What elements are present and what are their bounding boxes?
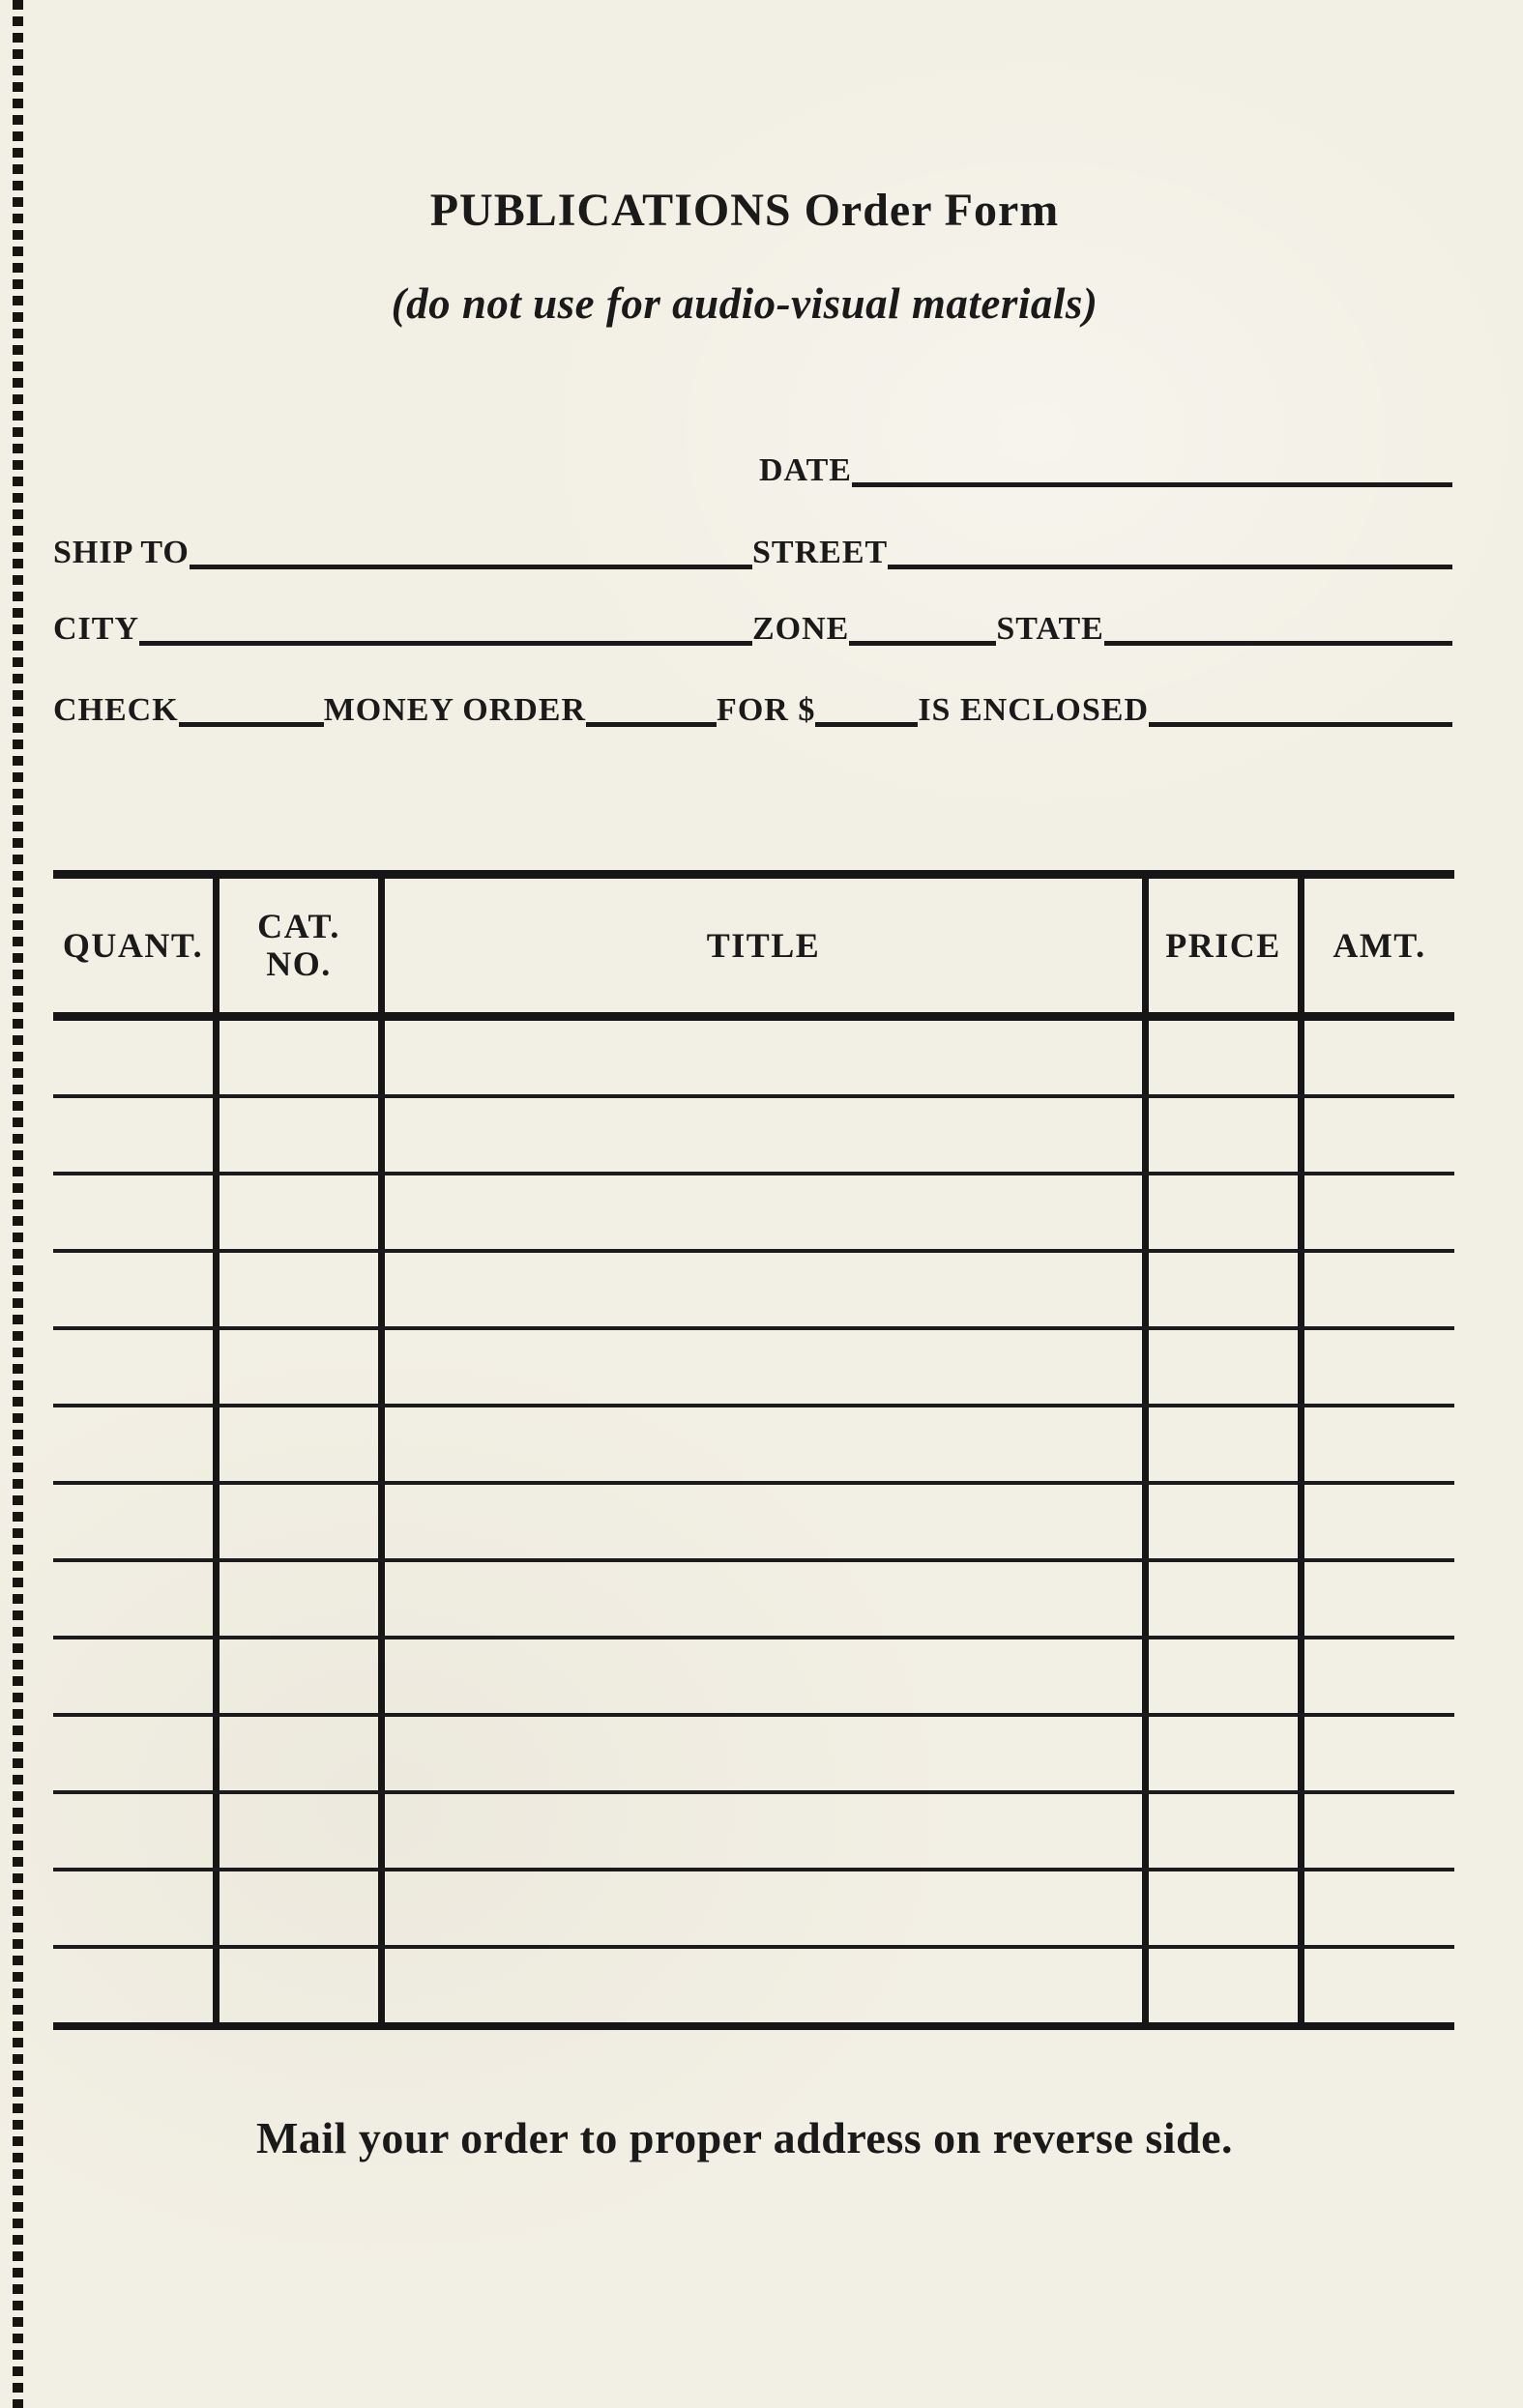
- cell-price: [1149, 1330, 1304, 1404]
- table-row: [53, 1949, 1454, 2030]
- cell-price: [1149, 1175, 1304, 1249]
- column-header-cat-no: [220, 879, 385, 1012]
- page-title: PUBLICATIONS Order Form: [429, 185, 1060, 236]
- column-header-quant: [53, 879, 220, 1012]
- cell-price: [1149, 1407, 1304, 1481]
- cell-price: [1149, 1098, 1304, 1172]
- column-header-price: [1149, 879, 1304, 1012]
- cell-amt: [1304, 1871, 1454, 1945]
- zone-state-group: [752, 605, 1452, 646]
- cell-price: [1149, 1794, 1304, 1868]
- column-header-amt-label: AMT.: [1333, 925, 1426, 965]
- ship-to-label: SHIP TO: [53, 535, 190, 570]
- cell-cat-no: [220, 1021, 385, 1094]
- cell-cat-no: [220, 1175, 385, 1249]
- cell-cat-no: [220, 1407, 385, 1481]
- table-row: [53, 1253, 1454, 1330]
- for-amount-line: [815, 714, 918, 727]
- table-row: [53, 1407, 1454, 1485]
- cell-amt: [1304, 1330, 1454, 1404]
- order-table-header: [53, 870, 1454, 1021]
- state-label: STATE: [996, 611, 1104, 647]
- date-label: DATE: [759, 452, 852, 488]
- cell-cat-no: [220, 1330, 385, 1404]
- table-row: [53, 1639, 1454, 1717]
- cell-quant: [53, 1717, 220, 1790]
- cell-title: [385, 1717, 1149, 1790]
- street-group: [752, 529, 1452, 569]
- cell-price: [1149, 1717, 1304, 1790]
- table-row: [53, 1717, 1454, 1794]
- street-label: STREET: [752, 535, 889, 570]
- cell-quant: [53, 1562, 220, 1636]
- state-line: [1104, 633, 1452, 646]
- date-row: [759, 447, 1452, 487]
- cell-title: [385, 1871, 1149, 1945]
- cell-amt: [1304, 1407, 1454, 1481]
- column-header-quant-label: QUANT.: [62, 925, 204, 965]
- column-header-amt: [1304, 879, 1454, 1012]
- check-line: [179, 714, 324, 727]
- cell-amt: [1304, 1098, 1454, 1172]
- cell-price: [1149, 1949, 1304, 2022]
- cell-quant: [53, 1794, 220, 1868]
- street-line: [888, 557, 1452, 569]
- cell-price: [1149, 1639, 1304, 1713]
- cell-quant: [53, 1098, 220, 1172]
- order-table-body: [53, 1021, 1454, 2030]
- cell-cat-no: [220, 1949, 385, 2022]
- cell-title: [385, 1794, 1149, 1868]
- cell-title: [385, 1175, 1149, 1249]
- cell-quant: [53, 1407, 220, 1481]
- table-row: [53, 1098, 1454, 1175]
- cell-cat-no: [220, 1253, 385, 1326]
- city-label: CITY: [53, 611, 140, 647]
- cell-price: [1149, 1485, 1304, 1558]
- cell-price: [1149, 1253, 1304, 1326]
- cell-price: [1149, 1562, 1304, 1636]
- cell-title: [385, 1485, 1149, 1558]
- cell-cat-no: [220, 1639, 385, 1713]
- cell-title: [385, 1330, 1149, 1404]
- table-row: [53, 1330, 1454, 1407]
- ship-to-line: [190, 557, 752, 569]
- cell-price: [1149, 1871, 1304, 1945]
- column-header-no-label: NO.: [266, 944, 332, 983]
- for-amount-label: FOR $: [717, 692, 816, 728]
- city-group: [53, 605, 752, 646]
- cell-quant: [53, 1175, 220, 1249]
- date-line: [852, 475, 1452, 487]
- column-header-price-label: PRICE: [1165, 925, 1281, 965]
- page-subtitle: (do not use for audio-visual materials): [391, 279, 1098, 328]
- cell-amt: [1304, 1175, 1454, 1249]
- zone-label: ZONE: [752, 611, 850, 647]
- table-row: [53, 1871, 1454, 1949]
- column-header-cat-label: CAT.: [257, 907, 340, 946]
- cell-cat-no: [220, 1717, 385, 1790]
- cell-cat-no: [220, 1562, 385, 1636]
- cell-amt: [1304, 1253, 1454, 1326]
- city-line: [139, 633, 752, 646]
- footer-note: Mail your order to proper address on reverse side.: [255, 2113, 1234, 2162]
- table-row: [53, 1021, 1454, 1098]
- order-table: [53, 870, 1454, 2030]
- ship-to-group: [53, 529, 752, 569]
- table-row: [53, 1175, 1454, 1253]
- cell-amt: [1304, 1949, 1454, 2022]
- is-enclosed-label: IS ENCLOSED: [918, 692, 1150, 728]
- cell-title: [385, 1021, 1149, 1094]
- cell-amt: [1304, 1639, 1454, 1713]
- column-header-title: [385, 879, 1149, 1012]
- cell-quant: [53, 1253, 220, 1326]
- cell-cat-no: [220, 1794, 385, 1868]
- cell-title: [385, 1407, 1149, 1481]
- money-order-label: MONEY ORDER: [323, 692, 587, 728]
- binding-perforation-edge: [13, 0, 23, 2408]
- cell-title: [385, 1639, 1149, 1713]
- cell-title: [385, 1562, 1149, 1636]
- cell-amt: [1304, 1485, 1454, 1558]
- cell-quant: [53, 1485, 220, 1558]
- money-order-line: [586, 714, 717, 727]
- cell-quant: [53, 1871, 220, 1945]
- cell-quant: [53, 1639, 220, 1713]
- column-header-title-label: TITLE: [706, 925, 821, 965]
- check-label: CHECK: [53, 692, 179, 728]
- cell-title: [385, 1949, 1149, 2022]
- cell-quant: [53, 1021, 220, 1094]
- cell-amt: [1304, 1794, 1454, 1868]
- cell-cat-no: [220, 1485, 385, 1558]
- payment-row: [53, 686, 1452, 727]
- cell-quant: [53, 1949, 220, 2022]
- cell-title: [385, 1253, 1149, 1326]
- cell-amt: [1304, 1021, 1454, 1094]
- cell-cat-no: [220, 1871, 385, 1945]
- cell-amt: [1304, 1717, 1454, 1790]
- table-row: [53, 1562, 1454, 1639]
- cell-cat-no: [220, 1098, 385, 1172]
- table-row: [53, 1794, 1454, 1871]
- table-row: [53, 1485, 1454, 1562]
- cell-amt: [1304, 1562, 1454, 1636]
- zone-line: [849, 633, 996, 646]
- cell-title: [385, 1098, 1149, 1172]
- cell-quant: [53, 1330, 220, 1404]
- cell-price: [1149, 1021, 1304, 1094]
- is-enclosed-line: [1149, 714, 1452, 727]
